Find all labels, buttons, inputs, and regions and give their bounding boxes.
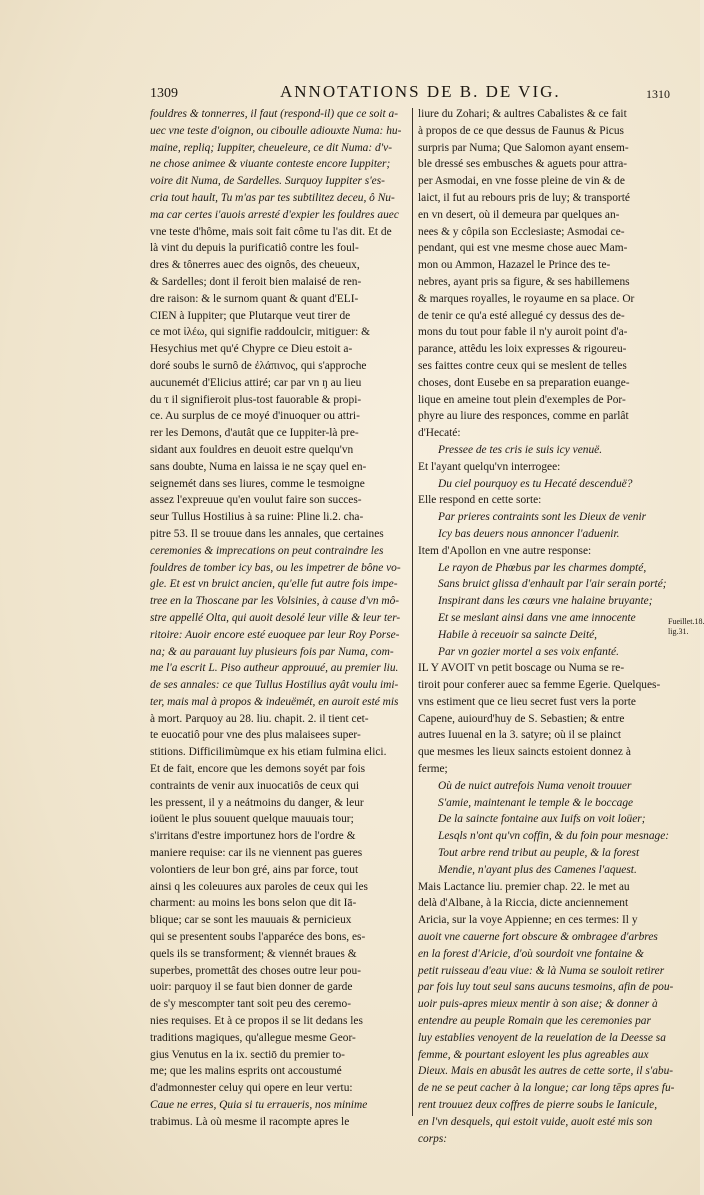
- text-line: uoir puis-apres mieux mentir à son aise; & donner à: [418, 998, 658, 1011]
- verse-line: Par prieres contraints sont les Dieux de venir: [438, 511, 647, 524]
- right-column: [418, 106, 675, 1147]
- text-line: me; que les malins esprits ont accoustumé: [150, 1065, 342, 1078]
- text-line: laict, il fut au rebours pris de luy; & transporté: [418, 191, 630, 204]
- text-line: qui se presentent soubs l'apparéce des bons, es-: [150, 931, 366, 944]
- text-line: IL Y AVOIT vn petit boscage ou Numa se re-: [418, 662, 625, 675]
- text-line: en vn desert, où il demeura par quelques an-: [418, 208, 620, 221]
- text-line: s'irritans d'estre importunez hors de l'ordre &: [150, 830, 356, 843]
- text-line: stre appellé Olta, qui auoit desolé leur ville & leur ter-: [150, 611, 401, 624]
- text-line: delà d'Albane, à la Riccia, dicte anciennement: [418, 897, 629, 910]
- text-line: sidant aux fouldres en deuoit estre quelqu'vn: [150, 443, 354, 456]
- text-line: ainsi q les coleuures aux paroles de ceux qui les: [150, 880, 368, 893]
- left-column: [150, 106, 408, 1131]
- text-line: quels ils se transforment; & viennét braues &: [150, 947, 357, 960]
- text-line: de tenir ce qu'a esté allegué cy dessus des de-: [418, 309, 625, 322]
- verse-line: Pressee de tes cris ie suis icy venuë.: [438, 443, 603, 456]
- verse-line: Inspirant dans les cœurs vne halaine bruyante;: [438, 595, 653, 608]
- text-line: Capene, auiourd'huy de S. Sebastien; & entre: [418, 712, 625, 725]
- text-line: ne chose animee & viuante conteste encore Iuppiter;: [150, 158, 391, 171]
- text-line: rent trouuez deux coffres de pierre soubs le Ianicule,: [418, 1099, 658, 1112]
- text-line: lique en ameine tout plein d'exemples de Por-: [418, 393, 626, 406]
- page-number-right: 1310: [646, 87, 670, 101]
- text-line: Caue ne erres, Quia si tu erraueris, nos minime: [150, 1099, 368, 1112]
- text-line: voire dit Numa, de Sardelles. Surquoy Iuppiter s'es-: [150, 175, 385, 188]
- text-line: à propos de ce que dessus de Faunus & Picus: [418, 124, 624, 137]
- text-line: ble dressé ses embusches & aguets pour attra-: [418, 158, 628, 171]
- text-line: dre raison: & le surnom quant & quant d'ELI-: [150, 292, 359, 305]
- text-line: en la forest d'Aricie, d'où sourdoit vne fontaine &: [418, 947, 644, 960]
- text-line: tree en la Thoscane par les Volsinies, à cause d'vn mô-: [150, 595, 400, 608]
- page-number-left: 1309: [150, 86, 178, 101]
- text-line: corps:: [418, 1132, 448, 1145]
- verse-line: De la saincte fontaine aux Iuifs on voit loüer;: [438, 813, 646, 826]
- text-line: pendant, qui est vne mesme chose auec Mam-: [418, 242, 628, 255]
- text-line: per Asmodai, en vne fosse pleine de vin & de: [418, 175, 625, 188]
- margin-note: [668, 617, 704, 637]
- verse-line: S'amie, maintenant le temple & le boccage: [438, 796, 634, 809]
- text-line: cria tout hault, Tu m'as par tes subtilitez deceu, ô Nu-: [150, 191, 395, 204]
- running-title: ANNOTATIONS DE B. DE VIG.: [280, 82, 561, 101]
- text-line: superbes, promettât des choses outre leur pou-: [150, 964, 361, 977]
- text-line: du τ il signifieroit plus-tost fauorable & propi-: [150, 393, 362, 406]
- text-line: vns estiment que ce lieu secret fust vers la porte: [418, 695, 636, 708]
- text-line: ioüent le plus souuent quelque mauuais tour;: [150, 813, 354, 826]
- text-line: te euocatiô pour vne des plus malaisees super-: [150, 729, 361, 742]
- text-line: ce. Au surplus de ce moyé d'inuoquer ou attri-: [150, 410, 360, 423]
- margin-note-line: lig.31.: [668, 627, 689, 636]
- text-line: pitre 53. Il se trouue dans les annales, que certaines: [150, 527, 384, 540]
- text-line: parance, attêdu les loix expresses & rigoureu-: [418, 343, 627, 356]
- text-line: charment: au moins les bons selon que dit Iā-: [150, 897, 357, 910]
- text-line: Mais Lactance liu. premier chap. 22. le met au: [418, 880, 630, 893]
- margin-note-ref: Fueillet.18.: [668, 617, 704, 626]
- verse-line: Lesqls n'ont qu'vn coffin, & du foin pour mesnage:: [438, 830, 670, 843]
- text-line: uec vne teste d'oignon, ou ciboulle adiouxte Numa: hu-: [150, 124, 402, 137]
- text-line: autres Iuuenal en la 3. satyre; où il se plainct: [418, 729, 622, 742]
- text-line: blique; car se sont les mauuais & pernicieux: [150, 914, 352, 927]
- text-line: par fois luy tout seul sans aucuns tesmoins, afin de pou-: [418, 981, 674, 994]
- text-line: luy establies venoyent de la reuelation de la Deesse sa: [418, 1031, 666, 1044]
- text-line: mon ou Ammon, Hazazel le Prince des te-: [418, 259, 611, 272]
- verse-line: Et se meslant ainsi dans vne ame innocente: [438, 611, 636, 624]
- verse-line: Par vn gozier mortel a ses voix enfanté.: [438, 645, 619, 658]
- text-line: choses, dont Eusebe en sa preparation euange-: [418, 376, 630, 389]
- text-line: assez l'expreuue qu'en voulut faire son succes-: [150, 494, 362, 507]
- text-line: maine, repliq; Iuppiter, cheueleure, ce dit Numa: d'v-: [150, 141, 392, 154]
- text-line: d'Hecaté:: [418, 427, 461, 440]
- text-line: sans doubte, Numa en laissa ie ne sçay quel en-: [150, 460, 367, 473]
- verse-line: Habile à receuoir sa saincte Deité,: [438, 628, 598, 641]
- text-line: liure du Zohari; & aultres Cabalistes & ce fait: [418, 108, 627, 120]
- text-line: na; & au parauant luy plusieurs fois par Numa, com-: [150, 645, 394, 658]
- text-line: ter, mais mal à propos & indeuëmét, en auroit esté mis: [150, 695, 399, 708]
- text-line: ritoire: Auoir encore esté euoquee par leur Roy Porse-: [150, 628, 400, 641]
- verse-line: Où de nuict autrefois Numa venoit trouuer: [438, 779, 632, 792]
- text-line: Elle respond en cette sorte:: [418, 494, 542, 507]
- text-line: gius Venutus en la ix. sectiō du premier to-: [150, 1048, 345, 1061]
- text-line: vne teste d'hôme, mais soit fait côme tu l'as dit. Et de: [150, 225, 392, 238]
- text-line: en l'vn desquels, qui estoit vuide, auoit esté mis son: [418, 1115, 653, 1128]
- text-line: volontiers de leur bon gré, ains par force, tout: [150, 863, 359, 876]
- text-line: Et l'ayant quelqu'vn interrogee:: [418, 460, 561, 473]
- text-line: que mesmes les lieux saincts estoient donnez à: [418, 746, 631, 759]
- text-line: entendre au peuple Romain que les ceremonies par: [418, 1015, 651, 1028]
- text-line: seignemét dans ses liures, comme le tesmoigne: [150, 477, 365, 490]
- text-line: Et de fait, encore que les demons soyét par fois: [150, 763, 366, 776]
- verse-line: Icy bas deuers nous annoncer l'aduenir.: [438, 527, 620, 540]
- verse-line: Du ciel pourquoy es tu Hecaté descenduë?: [438, 477, 633, 490]
- text-line: tiroit pour conferer auec sa femme Egerie. Quelques-: [418, 679, 661, 692]
- text-line: stitions. Difficilimùmque ex his etiam fulmina elici.: [150, 746, 387, 759]
- text-line: de ne se peut cacher à la longue; car long tēps apres fu-: [418, 1082, 675, 1095]
- text-line: traditions magiques, qu'allegue mesme Geor-: [150, 1031, 356, 1044]
- text-line: trabimus. Là où mesme il racompte apres le: [150, 1115, 350, 1128]
- text-line: Aricia, sur la voye Appienne; en ces termes: Il y: [418, 914, 638, 927]
- text-line: fouldres de tomber icy bas, ou les impetrer de bône vo-: [150, 561, 401, 574]
- text-line: Item d'Apollon en vne autre response:: [418, 544, 592, 557]
- text-line: ceremonies & imprecations on peut contraindre les: [150, 544, 384, 557]
- text-line: CIEN à Iuppiter; que Plutarque veut tirer de: [150, 309, 351, 322]
- text-line: les pressent, il y a neátmoins du danger, & leur: [150, 796, 364, 809]
- text-line: ferme;: [418, 763, 448, 776]
- text-line: fouldres & tonnerres, il faut (respond-il) que ce soit a-: [150, 108, 399, 120]
- text-line: petit ruisseau d'eau viue: & là Numa se souloit retirer: [418, 964, 665, 977]
- text-line: gle. Et est vn bruict ancien, qu'elle fut autre fois impe-: [150, 578, 398, 591]
- text-line: ses faittes contre ceux qui se meslent de telles: [418, 359, 627, 372]
- text-line: nies requises. Et à ce propos il se lit dedans les: [150, 1015, 363, 1028]
- page-header: [150, 82, 670, 106]
- text-line: mons du tout pour fable il n'y auroit point d'a-: [418, 326, 628, 339]
- text-line: là vint du depuis la purificatiô contre les foul-: [150, 242, 359, 255]
- text-line: de s'y mescompter tant soit peu des ceremo-: [150, 998, 352, 1011]
- text-line: Dieux. Mais en abusât les autres de cette sorte, il s'abu-: [418, 1065, 674, 1078]
- text-line: rer les Demons, d'autât que ce Iuppiter-là pre-: [150, 427, 359, 440]
- text-line: uoir: parquoy il se faut bien donner de garde: [150, 981, 353, 994]
- text-line: ma car certes i'auois arresté d'expier les fouldres auec: [150, 208, 399, 221]
- text-line: dres & tônerres auec des oignôs, des cheueux,: [150, 259, 360, 272]
- text-line: contraints de venir aux inuocatiôs de ceux qui: [150, 779, 360, 792]
- text-line: surpris par Numa; Que Salomon ayant ensem-: [418, 141, 629, 154]
- text-line: nebres, ayant pris sa figure, & ses habillemens: [418, 275, 630, 288]
- text-line: doré soubs le surnô de ἐλάπινος, qui s'approche: [150, 359, 367, 372]
- verse-line: Le rayon de Phœbus par les charmes dompté,: [438, 561, 647, 574]
- text-line: nees & y côpila son Ecclesiaste; Asmodai ce-: [418, 225, 625, 238]
- text-line: phyre au liure des responces, comme en parlât: [418, 410, 629, 423]
- text-line: aucunemét d'Elicius attiré; car par vn ŋ au lieu: [150, 376, 362, 389]
- text-line: seur Tullus Hostilius à sa ruine: Pline li.2. cha-: [150, 511, 364, 524]
- text-line: ce mot ἱλέω, qui signifie raddoulcir, mitiguer: &: [150, 326, 371, 339]
- text-line: & Sardelles; dont il feroit bien malaisé de ren-: [150, 275, 362, 288]
- text-line: maniere requise: car ils ne viennent pas gueres: [150, 847, 363, 860]
- text-line: auoit vne cauerne fort obscure & ombragee d'arbres: [418, 931, 658, 944]
- text-line: d'admonnester celuy qui opere en leur vertu:: [150, 1082, 353, 1095]
- verse-line: Tout arbre rend tribut au peuple, & la forest: [438, 847, 640, 860]
- text-line: femme, & pourtant esloyent les plus agreables aux: [418, 1048, 649, 1061]
- text-line: de ses annales: ce que Tullus Hostilius ayât voulu imi-: [150, 679, 399, 692]
- column-divider: [412, 108, 413, 1116]
- text-line: me l'a escrit L. Piso autheur approuué, au premier liu.: [150, 662, 399, 675]
- verse-line: Mendie, n'ayant plus des Camenes l'aquest.: [438, 863, 637, 876]
- text-line: à mort. Parquoy au 28. liu. chapit. 2. il tient cet-: [150, 712, 369, 725]
- text-line: & marques royalles, le royaume en sa place. Or: [418, 292, 635, 305]
- text-line: Hesychius met qu'é Chypre ce Dieu estoit a-: [150, 343, 353, 356]
- verse-line: Sans bruict glissa d'enhault par l'air serain porté;: [438, 578, 667, 591]
